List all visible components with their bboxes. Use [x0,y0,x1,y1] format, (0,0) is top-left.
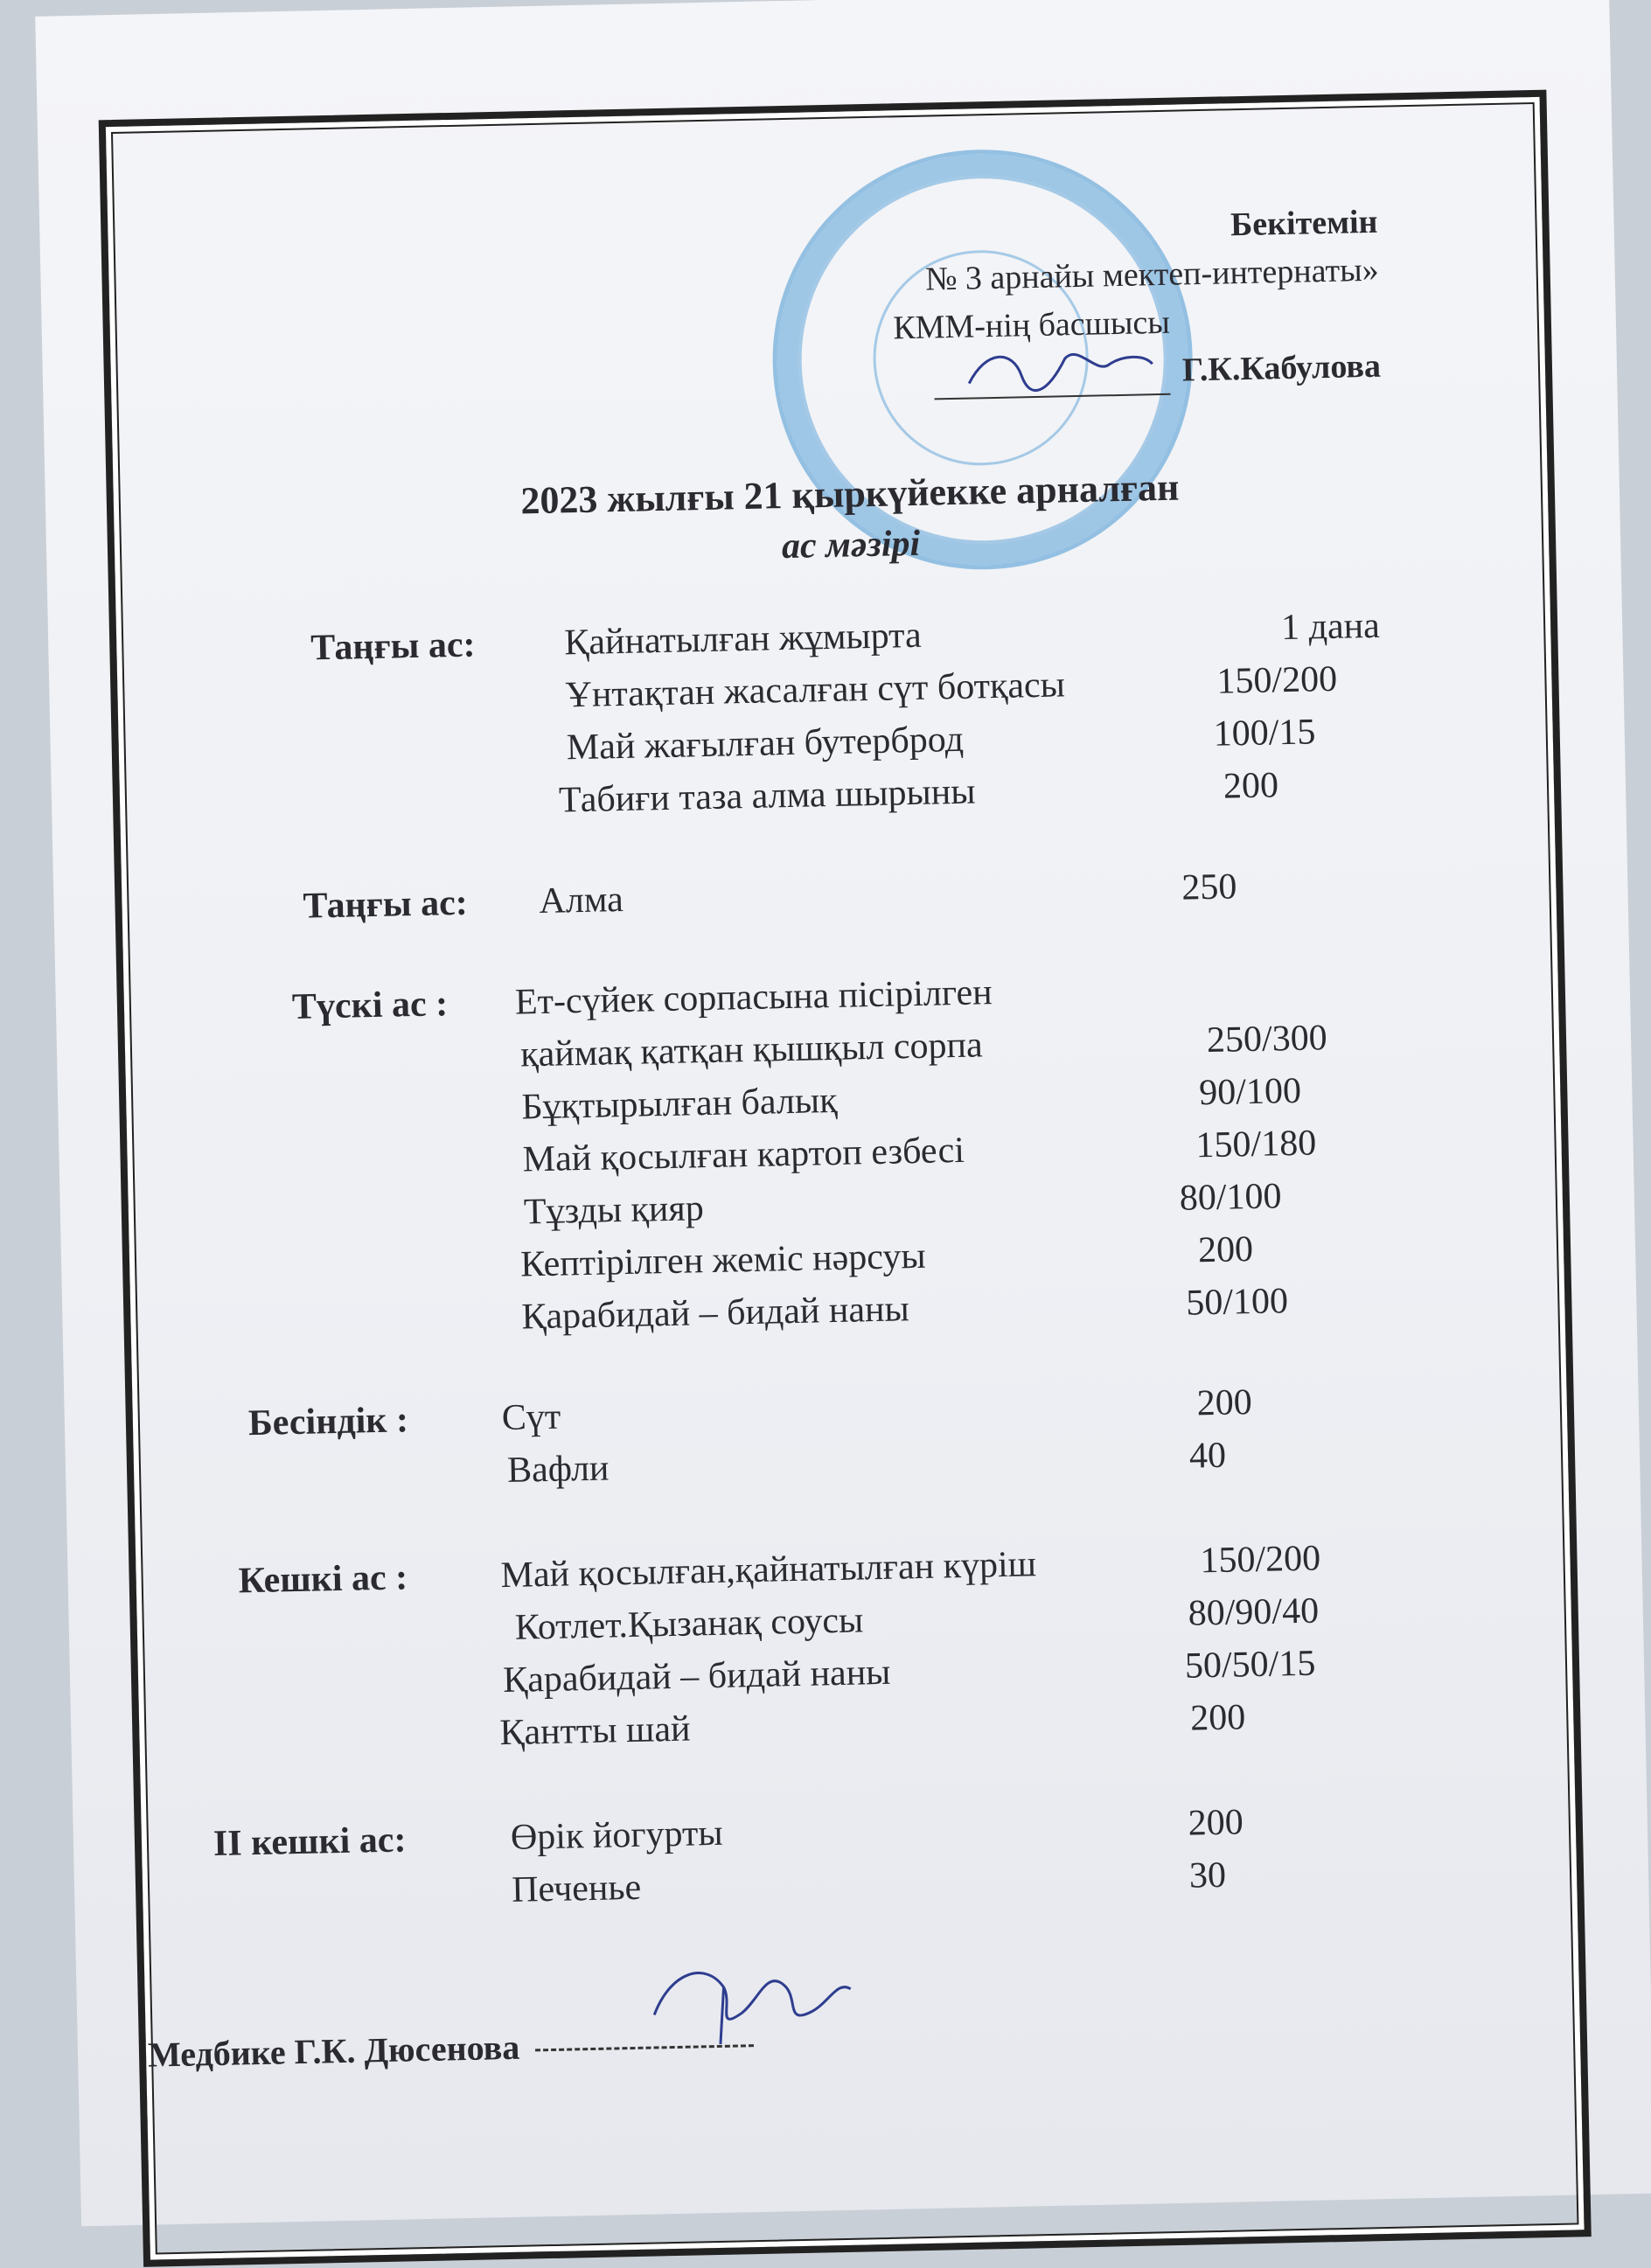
menu-title-date: 2023 жылғы 21 қыркүйекке арналған [519,465,1180,523]
director-name: Г.К.Кабулова [1181,347,1382,389]
menu-item-amount: 50/50/15 [1184,1643,1316,1687]
meal-label: II кешкі ас: [212,1819,407,1865]
nurse-name: Медбике Г.К. Дюсенова [147,2027,520,2075]
menu-item-amount: 200 [1197,1228,1254,1271]
menu-item: Кептірілген жеміс нәрсуы [519,1235,927,1285]
menu-item-amount: 30 [1188,1854,1227,1896]
menu-item-amount: 1 дана [1280,605,1381,649]
menu-item: қаймақ қатқан қышқыл сорпа [519,1025,984,1075]
menu-item: Ұнтақтан жасалған сүт ботқасы [565,664,1066,716]
menu-item: Май жағылған бутерброд [566,719,965,769]
menu-item-amount: 250 [1181,866,1237,908]
menu-item: Алма [539,879,624,922]
menu-item: Тұзды қияр [523,1188,705,1233]
menu-item: Табиғи таза алма шырыны [558,771,976,821]
menu-item-amount: 90/100 [1198,1070,1302,1114]
meal-label: Таңғы ас: [303,882,469,927]
menu-item-amount: 40 [1188,1435,1227,1477]
document-sheet [35,0,1651,2226]
approval-block [890,198,1381,401]
menu-item: Котлет.Қызанақ соусы [514,1600,864,1648]
approval-line2: КММ-нің басшысы [892,303,1171,347]
approval-heading: Бекітемін [1230,203,1378,244]
menu-item-amount: 150/180 [1195,1123,1317,1166]
director-signature-scribble [933,337,1170,395]
menu-item: Май қосылған картоп езбесі [522,1130,965,1180]
nurse-signature-scribble [636,1950,865,2059]
menu-item-amount: 150/200 [1200,1538,1321,1582]
director-sign-row [894,343,1382,401]
menu-item-amount: 200 [1196,1382,1253,1424]
menu-item: Қантты шай [498,1708,691,1754]
menu-item-amount: 250/300 [1206,1018,1328,1061]
menu-item: Ет-сүйек сорпасына пісірілген [514,972,993,1023]
menu-item-amount: 200 [1188,1802,1244,1844]
meal-label: Таңғы ас: [310,624,477,669]
meal-label: Бесіндік : [247,1400,409,1444]
menu-item: Май қосылған,қайнатылған күріш [500,1544,1037,1597]
menu-item: Қайнатылған жұмырта [563,615,923,664]
menu-item: Өрік йогурты [510,1812,724,1858]
menu-title-subtitle: ас мәзірі [781,523,921,567]
menu-item: Сүт [501,1396,561,1439]
menu-item-amount: 80/90/40 [1188,1590,1320,1634]
menu-item: Қарабидай – бидай наны [502,1652,891,1701]
menu-item-amount: 100/15 [1213,712,1316,755]
menu-item-amount: 200 [1189,1697,1246,1739]
director-signature [934,350,1171,400]
meal-label: Түскі ас : [291,984,449,1027]
approval-line1: № 3 арнайы мектеп-интернаты» [924,251,1380,298]
menu-item-amount: 80/100 [1179,1176,1282,1219]
menu-item-amount: 200 [1223,765,1279,807]
menu-item: Вафли [506,1448,610,1491]
menu-item-amount: 50/100 [1185,1281,1289,1324]
menu-item-amount: 150/200 [1216,658,1338,702]
menu-item: Қарабидай – бидай наны [520,1289,910,1338]
menu-item: Печенье [511,1867,642,1910]
menu-item: Бұқтырылған балық [520,1080,838,1128]
meal-label: Кешкі ас : [238,1557,408,1602]
